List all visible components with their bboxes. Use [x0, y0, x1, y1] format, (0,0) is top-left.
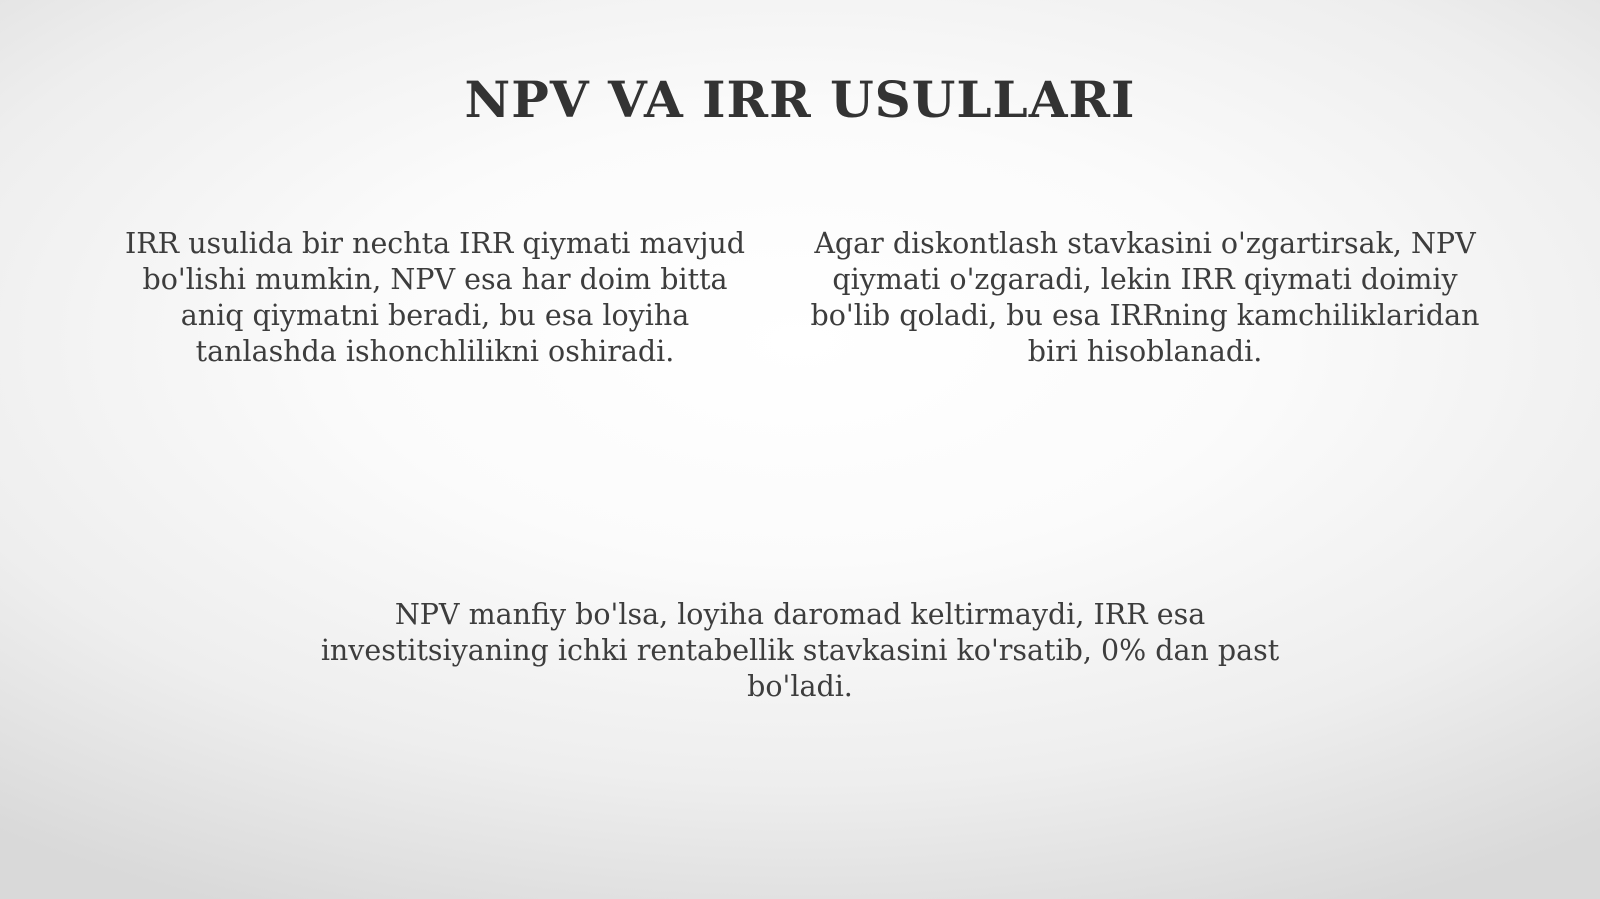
bottom-text-block: NPV manfiy bo'lsa, loyiha daromad keltirmaydi, IRR esa investitsiyaning ichki rentabellik stavkasini ko'rsatib, 0% dan past bo'ladi.	[320, 598, 1280, 703]
slide-title: NPV VA IRR USULLARI	[464, 70, 1136, 129]
left-text-block: IRR usulida bir nechta IRR qiymati mavjud bo'lishi mumkin, NPV esa har doim bitta aniq qiymatni beradi, bu esa loyiha tanlashda ishonchlilikni oshiradi.	[124, 227, 746, 368]
right-text-block: Agar diskontlash stavkasini o'zgartirsak, NPV qiymati o'zgaradi, lekin IRR qiymati doimiy bo'lib qoladi, bu esa IRRning kamchiliklaridan biri hisoblanadi.	[810, 227, 1480, 368]
